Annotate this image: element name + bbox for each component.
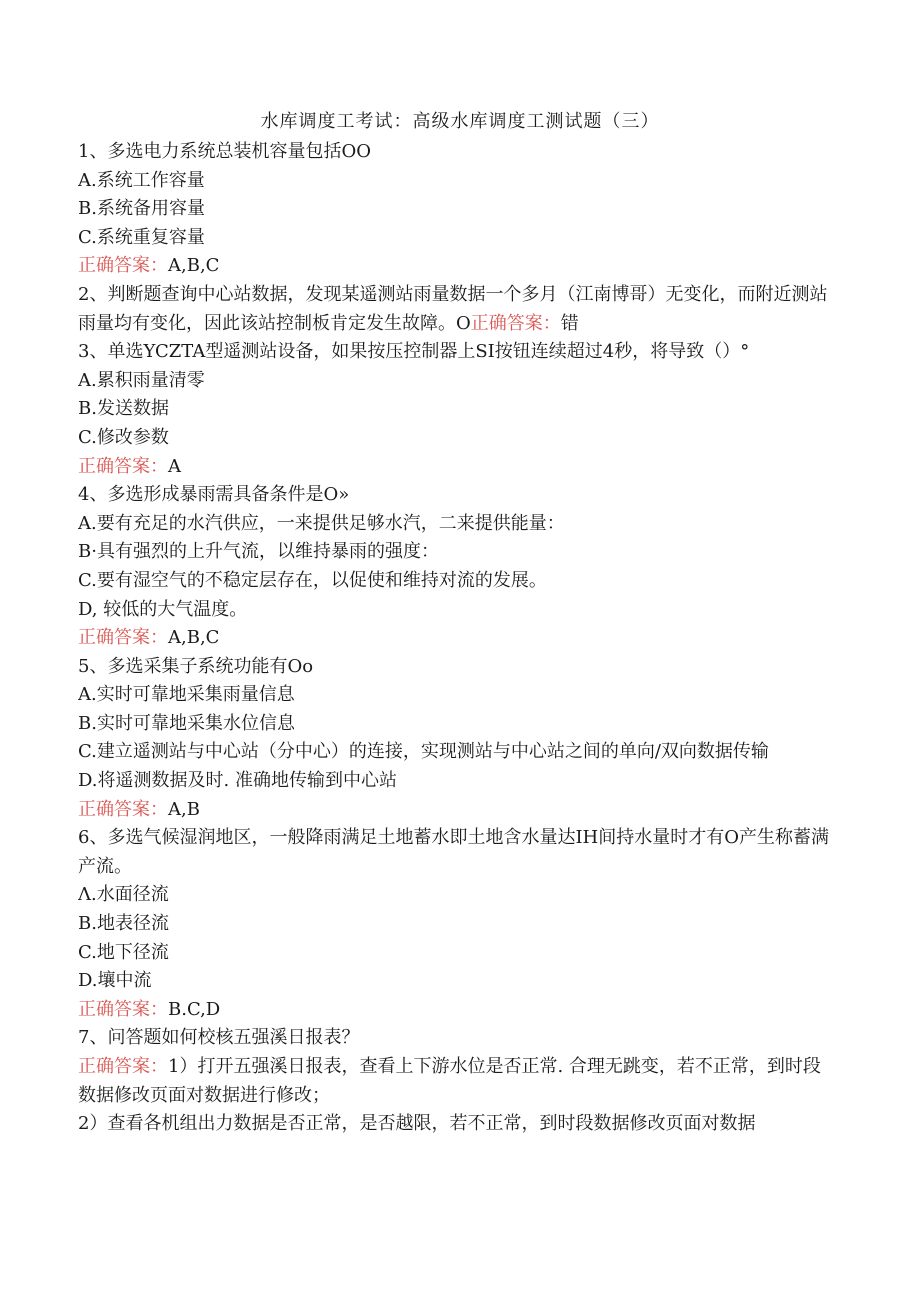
q4-option-a: A.要有充足的水汽供应，一来提供足够水汽，二来提供能量： [78, 512, 565, 534]
answer-value: B.C,D [168, 998, 221, 1020]
question-7: 7、问答题如何校核五强溪日报表？ [78, 1027, 360, 1049]
q3-option-b: B.发送数据 [78, 398, 169, 420]
question-2 [78, 281, 838, 338]
question-3: 3、单选YCZTA型遥测站设备，如果按压控制器上SI按钮连续超过4秒，将导致（）° [78, 341, 750, 363]
answer-label: 正确答案： [78, 998, 168, 1020]
q1-option-b: B.系统备用容量 [78, 198, 205, 220]
question-1: 1、多选电力系统总装机容量包括OO [78, 141, 371, 162]
q1-answer [78, 252, 838, 281]
document-body [78, 138, 838, 1139]
answer-label: 正确答案： [78, 1056, 168, 1077]
q6-option-c: C.地下径流 [78, 941, 169, 963]
q4-option-c: C.要有湿空气的不稳定层存在，以促使和维持对流的发展。 [78, 569, 547, 591]
answer-value: 1）打开五强溪日报表，查看上下游水位是否正常. 合理无跳变，若不正常，到时段数据修改页面对数据进行修改； [78, 1056, 821, 1106]
answer-value: 错 [560, 312, 579, 334]
answer-value: A,B,C [168, 255, 220, 277]
q5-option-a: A.实时可靠地采集雨量信息 [78, 684, 295, 706]
q5-option-c: C.建立遥测站与中心站（分中心）的连接，实现测站与中心站之间的单向/双向数据传输 [78, 741, 769, 763]
q4-answer [78, 624, 838, 653]
answer-value: A,B,C [168, 627, 220, 649]
q7-answer-1 [78, 1053, 838, 1110]
q4-option-b: B·具有强烈的上升气流，以维持暴雨的强度： [78, 541, 439, 563]
answer-value: A,B [168, 798, 200, 820]
q6-option-d: D.壤中流 [78, 970, 152, 992]
answer-value: A [168, 455, 181, 477]
q7-answer-2: 2）查看各机组出力数据是否正常，是否越限，若不正常，到时段数据修改页面对数据 [78, 1113, 756, 1135]
q3-answer [78, 453, 838, 482]
answer-label: 正确答案： [470, 312, 561, 334]
document-title: 水库调度工考试：高级水库调度工测试题（三） [260, 111, 660, 132]
q5-answer [78, 796, 838, 825]
answer-label: 正确答案： [78, 798, 168, 820]
answer-label: 正确答案： [78, 455, 168, 477]
question-4: 4、多选形成暴雨需具备条件是O» [78, 484, 350, 506]
q6-option-b: B.地表径流 [78, 913, 169, 935]
q3-option-a: A.累积雨量清零 [78, 369, 205, 391]
q1-option-a: A.系统工作容量 [78, 169, 205, 191]
question-2-text: 2、判断题查询中心站数据，发现某遥测站雨量数据一个多月（江南博哥）无变化，而附近测站雨量均有变化，因此该站控制板肯定发生故障。O [78, 283, 828, 334]
q4-option-d: D, 较低的大气温度。 [78, 598, 248, 620]
q3-option-c: C.修改参数 [78, 426, 169, 448]
question-6: 6、多选气候湿润地区，一般降雨满足土地蓄水即土地含水量达IH间持水量时才有O产生称蓄满产流。 [78, 827, 830, 877]
q6-option-a: Λ.水面径流 [78, 884, 169, 906]
q1-option-c: C.系统重复容量 [78, 226, 205, 248]
q5-option-b: B.实时可靠地采集水位信息 [78, 712, 295, 734]
answer-label: 正确答案： [78, 627, 168, 649]
answer-label: 正确答案： [78, 255, 168, 277]
q5-option-d: D.将遥测数据及时. 准确地传输到中心站 [78, 770, 397, 792]
q6-answer [78, 996, 838, 1025]
question-5: 5、多选采集子系统功能有Oo [78, 655, 314, 677]
